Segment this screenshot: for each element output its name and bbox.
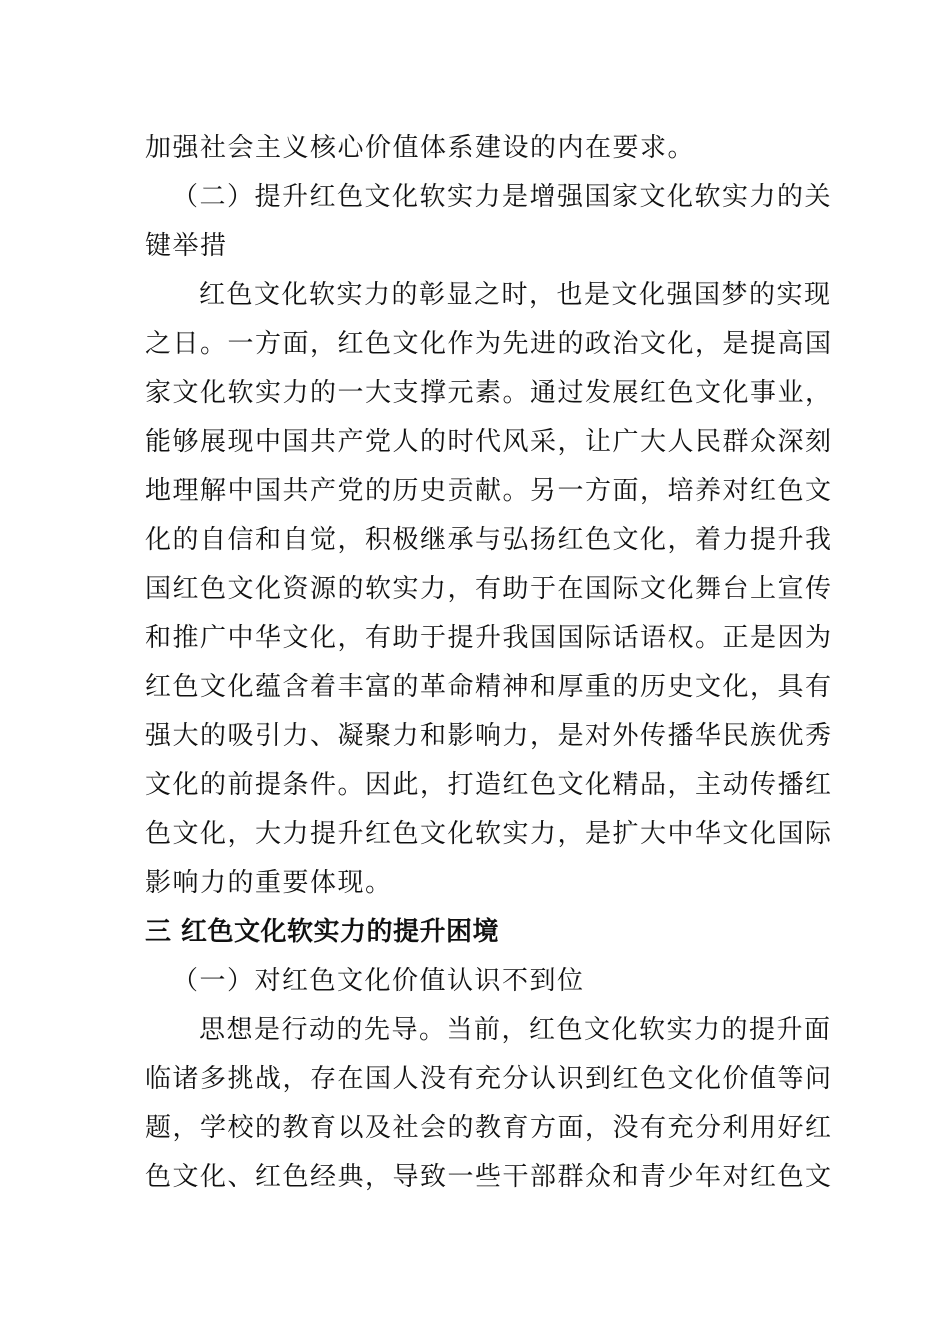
body-text	[145, 124, 833, 1202]
section-heading: 三 红色文化软实力的提升困境	[145, 917, 500, 947]
text-line: 之日。一方面，红色文化作为先进的政治文化，是提高国	[145, 329, 833, 359]
text-line: 红色文化蕴含着丰富的革命精神和厚重的历史文化，具有	[145, 672, 833, 702]
subheading-line: 键举措	[145, 231, 228, 261]
subheading-line: （一）对红色文化价值认识不到位	[172, 966, 585, 996]
text-line: 能够展现中国共产党人的时代风采，让广大人民群众深刻	[145, 427, 833, 457]
text-line: 临诸多挑战，存在国人没有充分认识到红色文化价值等问	[145, 1064, 833, 1094]
text-line: 加强社会主义核心价值体系建设的内在要求。	[145, 133, 696, 163]
text-line: 色文化、红色经典，导致一些干部群众和青少年对红色文	[145, 1162, 833, 1192]
text-line: 影响力的重要体现。	[145, 868, 393, 898]
text-line: 和推广中华文化，有助于提升我国国际话语权。正是因为	[145, 623, 833, 653]
text-line: 国红色文化资源的软实力，有助于在国际文化舞台上宣传	[145, 574, 833, 604]
text-line: 题，学校的教育以及社会的教育方面，没有充分利用好红	[145, 1113, 833, 1143]
text-line: 文化的前提条件。因此，打造红色文化精品，主动传播红	[145, 770, 833, 800]
text-line: 化的自信和自觉，积极继承与弘扬红色文化，着力提升我	[145, 525, 833, 555]
paragraph-first-line: 红色文化软实力的彰显之时，也是文化强国梦的实现	[199, 280, 832, 310]
text-line: 家文化软实力的一大支撑元素。通过发展红色文化事业，	[145, 378, 833, 408]
text-line: 地理解中国共产党的历史贡献。另一方面，培养对红色文	[145, 476, 833, 506]
text-line: 强大的吸引力、凝聚力和影响力，是对外传播华民族优秀	[145, 721, 833, 751]
paragraph-first-line: 思想是行动的先导。当前，红色文化软实力的提升面	[199, 1015, 832, 1045]
text-line: 色文化，大力提升红色文化软实力，是扩大中华文化国际	[145, 819, 833, 849]
subheading-line: （二）提升红色文化软实力是增强国家文化软实力的关	[172, 182, 833, 212]
